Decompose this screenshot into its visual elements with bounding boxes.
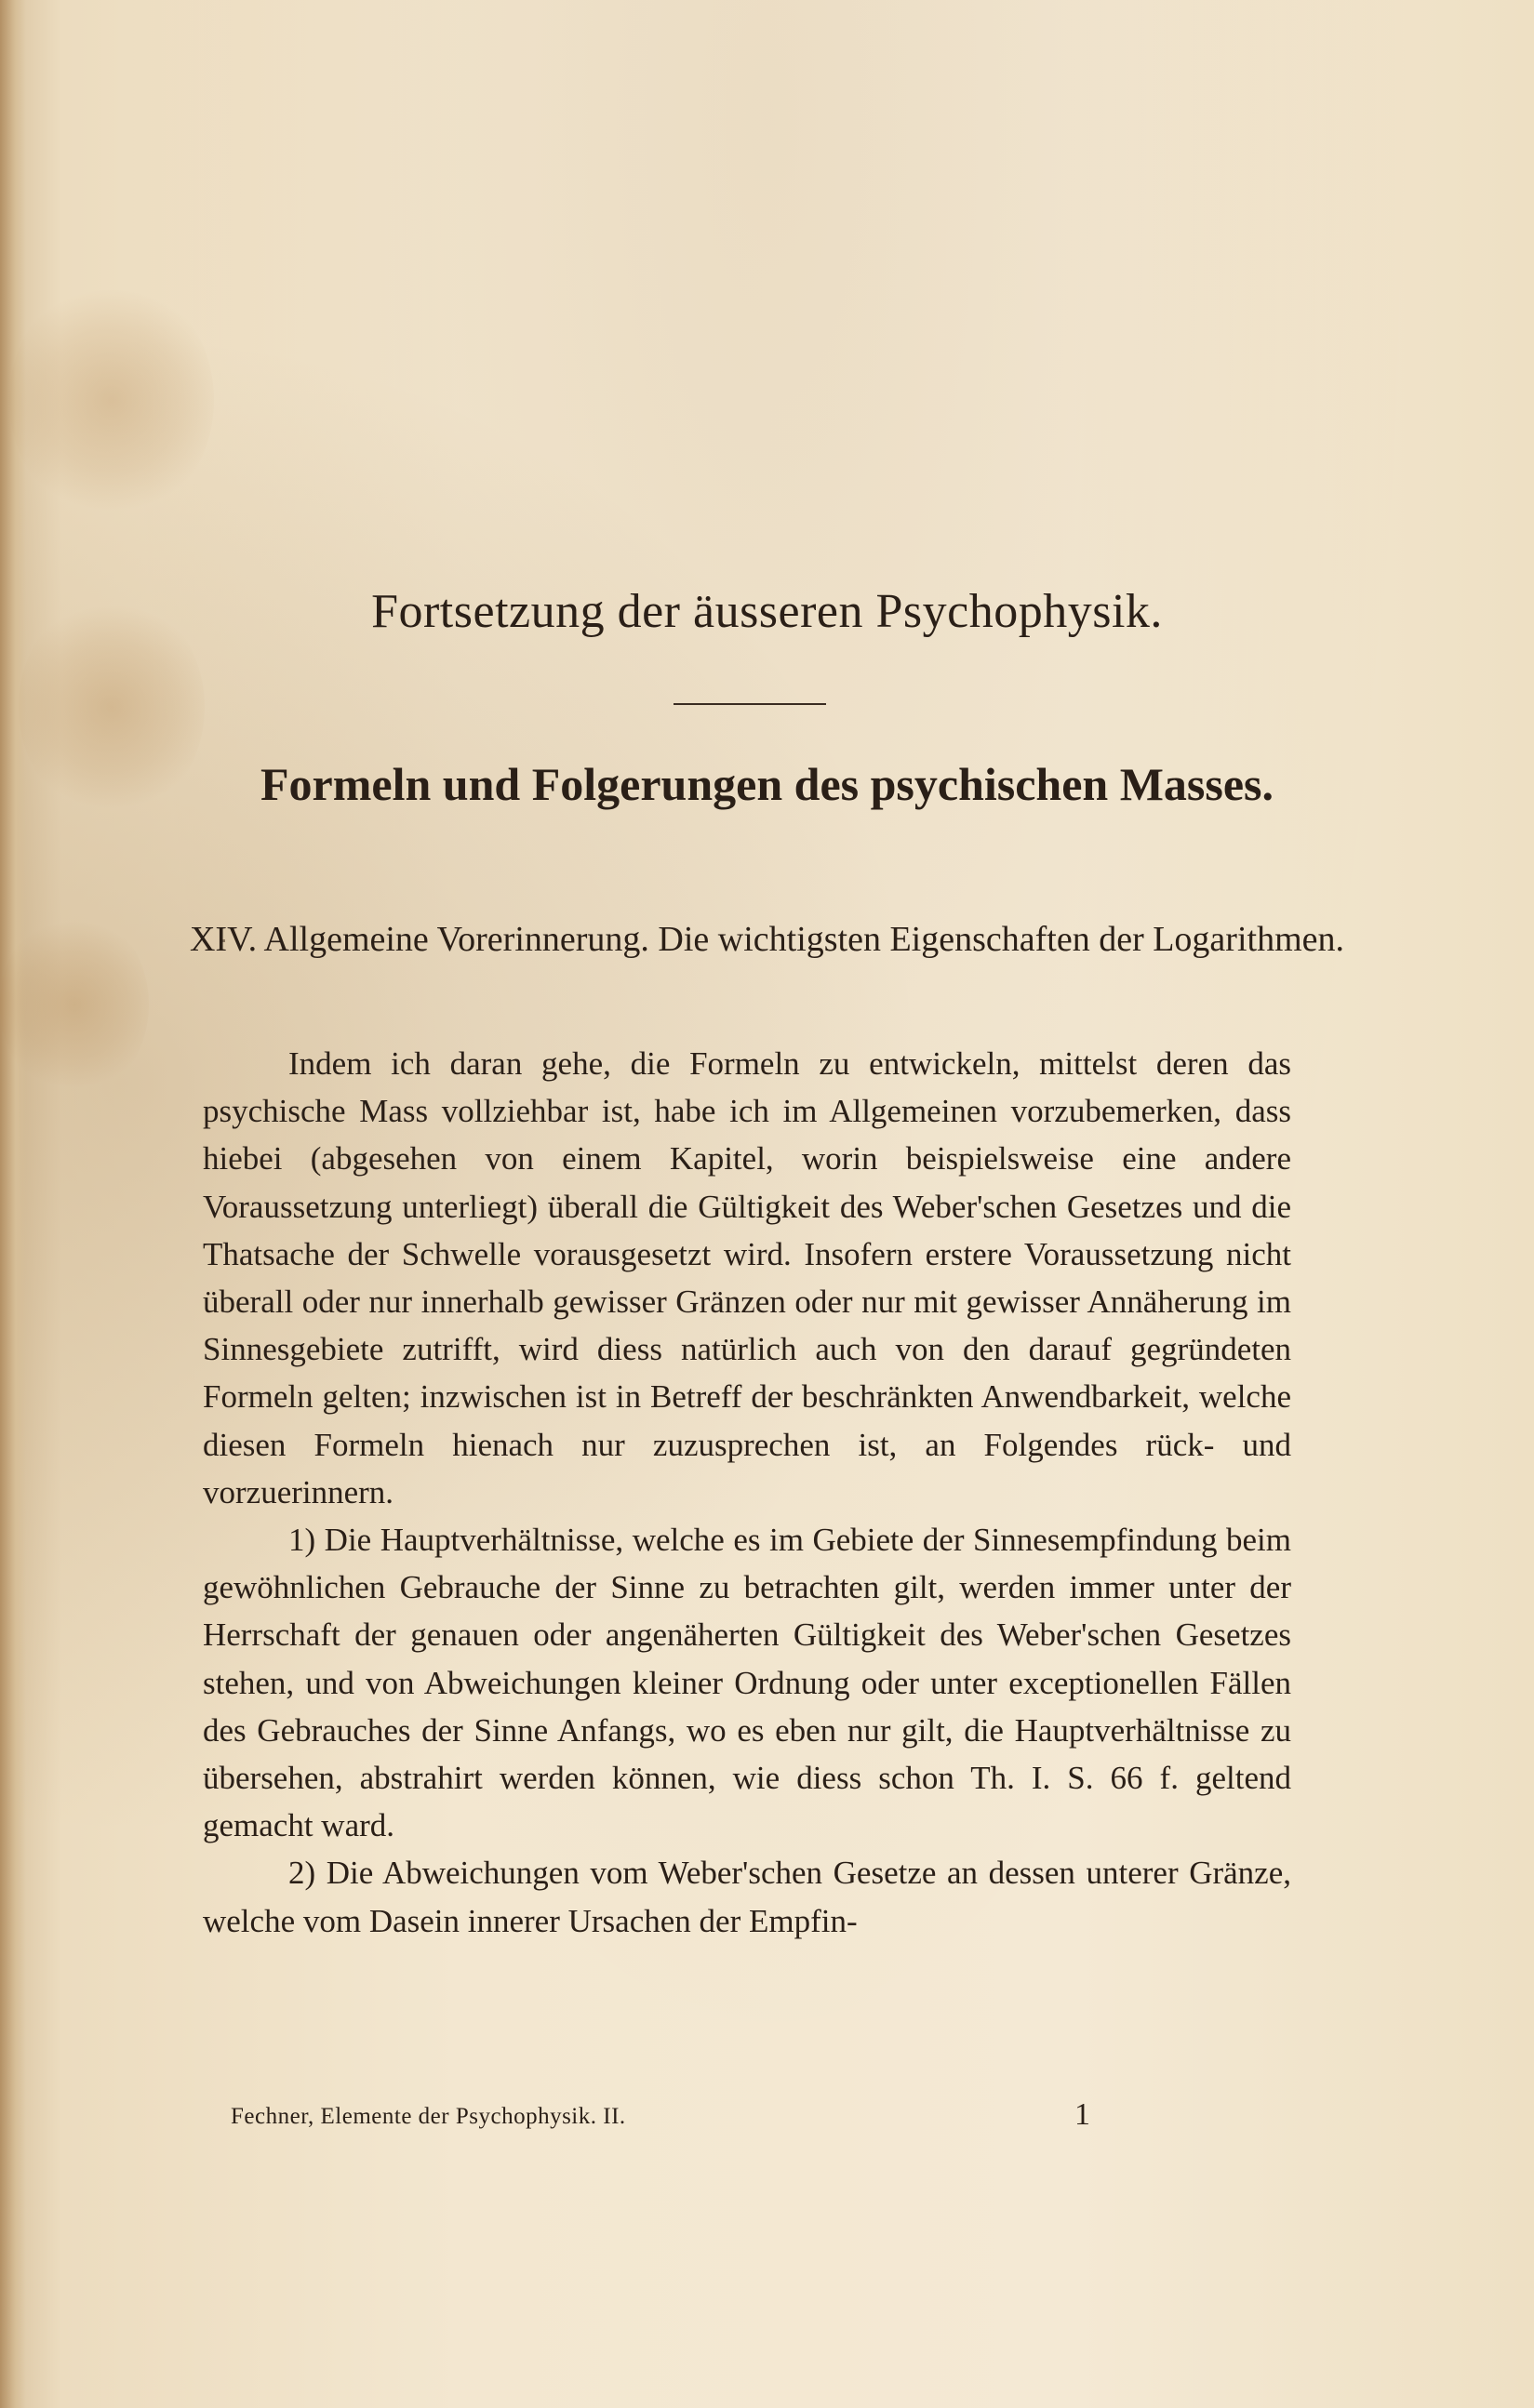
part-title: Fortsetzung der äusseren Psychophysik. [371, 585, 1163, 638]
footer-signature: Fechner, Elemente der Psychophysik. II. [231, 2104, 626, 2129]
signature-mark: 1 [1074, 2097, 1090, 2132]
body-text [203, 1040, 1291, 1945]
paragraph-point-2: 2) Die Abweichungen vom Weber'schen Gesetze an dessen unterer Gränze, welche vom Dasein innerer Ursachen der Empfin- [203, 1855, 1291, 1939]
title-rule [674, 703, 826, 705]
paragraph-point-1: 1) Die Hauptverhältnisse, welche es im Gebiete der Sinnesempfindung beim gewöhnlichen Gebrauche der Sinne zu betrachten gilt, werden immer unter der Herrschaft der genauen oder angenäherten Gültigkeit des Weber'schen Gesetzes stehen, und von Abweichungen kleiner Ordnung oder unter exceptionellen Fällen des Gebrauches der Sinne Anfangs, wo es eben nur gilt, die Hauptverhältnisse zu übersehen, abstrahirt werden können, wie diess schon Th. I. S. 66 f. geltend gemacht ward. [203, 1522, 1291, 1844]
chapter-title: XIV. Allgemeine Vorerinnerung. Die wichtigsten Eigenschaften der Logarithmen. [189, 920, 1344, 959]
section-title: Formeln und Folgerungen des psychischen Masses. [260, 758, 1274, 810]
water-stain [9, 279, 214, 521]
paragraph-intro: Indem ich daran gehe, die Formeln zu entwickeln, mittelst deren das psychische Mass vollziehbar ist, habe ich im Allgemeinen vorzubemerken, dass hiebei (abgesehen von einem Kapitel, worin beispielsweise eine andere Voraussetzung unterliegt) überall die Gültigkeit des Weber'schen Gesetzes und die Thatsache der Schwelle vorausgesetzt wird. Insofern erstere Voraussetzung nicht überall oder nur innerhalb gewisser Gränzen oder nur mit gewisser Annäherung im Sinnesgebiete zutrifft, wird diess natürlich auch von den darauf gegründeten Formeln gelten; inzwischen ist in Betreff der beschränkten Anwendbarkeit, welche diesen Formeln hienach nur zuzusprechen ist, an Folgendes rück- und vorzuerinnern. [203, 1045, 1291, 1510]
